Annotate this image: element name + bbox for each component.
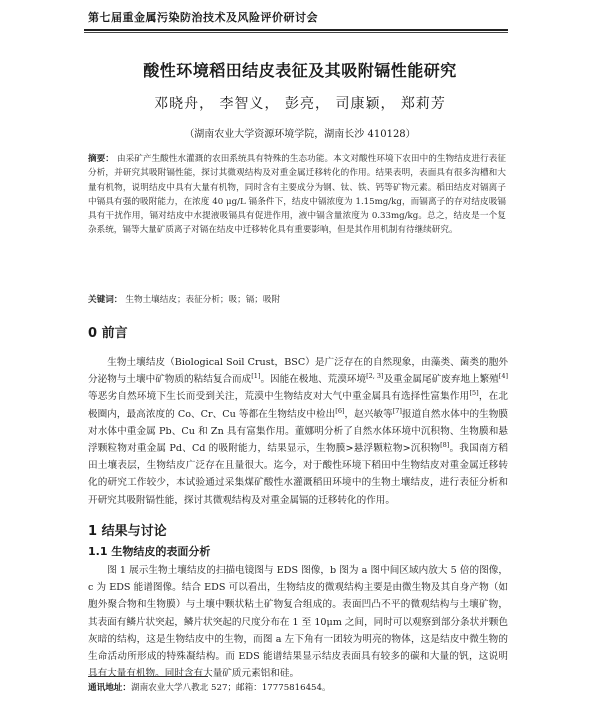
citation-ref-7: [8] <box>440 440 450 449</box>
running-header: 第七届重金属污染防治技术及风险评价研讨会 <box>88 11 318 24</box>
abstract-text: 由采矿产生酸性水灌溉的农田系统具有特殊的生态功能。本文对酸性环境下农田中的生物结皮进行表征分析，并研究其吸附镉性能，探讨其微观结构及对重金属迁移转化的作用。结果表明，表面具有很多沟槽和大量有机物，说明结皮中具有大量有机物，同时含有主要成分为钢、钛、铁、钙等矿物元素。稻田结皮对镉离子中镉具有强的吸附能力，在浓度 40 μg/L 镉条件下，结皮中镉浓度为 1.15mg/kg，而镉离子的存对结皮吸镉具有干扰作用，镉对结皮中水提液吸镉具有促进作用，液中镉含量浓度为 0.33mg/kg。总之，结皮是一个复杂系统，镉等大量矿质离子对镉在结皮中迁移转化具有重要影响，但是其作用机制有待继续研究。 <box>88 154 506 236</box>
intro-paragraph <box>88 354 508 509</box>
keywords-label: 关键词： <box>88 295 123 305</box>
citation-ref-2: [2, 3] <box>366 372 384 381</box>
citation-ref-3: [4] <box>498 372 509 381</box>
footnote-rule <box>88 676 208 677</box>
intro-text-3: 及重金属尾矿废弃地上繁殖 <box>383 374 499 386</box>
intro-text-5: ，在北极圈内，最高浓度的 Co、Cr、Cu 等都在生物结皮中检出 <box>88 391 509 420</box>
citation-ref-5: [6] <box>335 406 345 415</box>
intro-text-7: 报道自然水体中的生物膜对水体中重金属 Pb、Cu 和 Zn 具有富集作用。董娜明分析了自然水体环境中沉积物、生物膜和悬浮颗粒物对重金属 Pd、Cd 的吸附能力，结果显示，生物膜>悬浮颗粒物>沉积物 <box>88 408 509 455</box>
intro-text-1: 生物土壤结皮（Biological Soil Crust，BSC）是广泛存在的自然现象，由藻类、菌类的胞外分泌物与土壤中矿物质的粘结复合而成 <box>88 357 508 386</box>
intro-text-6: ，赵兴敏等 <box>344 408 393 420</box>
intro-heading: 0 前言 <box>88 326 128 341</box>
intro-text-8: 。我国南方稻田土壤表层，生物结皮广泛存在且量很大。迄今，对于酸性环境下稻田中生物结皮对重金属迁移转化的研究工作较少，本试验通过采集煤矿酸性水灌溉稻田环境中的生物土壤结皮，进行表征分析和开研究其吸附镉性能，探讨其微观结构及对重金属镉的迁移转化的作用。 <box>88 443 508 506</box>
citation-ref-4: [5] <box>469 389 479 398</box>
header-rule-thick <box>84 29 508 31</box>
citation-ref-1: [1] <box>251 372 261 381</box>
keywords-text: 生物土壤结皮；表征分析；吸；镉；吸附 <box>125 295 281 305</box>
results-heading: 1 结果与讨论 <box>88 524 167 539</box>
abstract <box>88 152 506 238</box>
paper-affiliation: （湖南农业大学资源环境学院，湖南长沙 410128） <box>184 129 416 140</box>
intro-text-4: 等恶劣自然环境下生长而受到关注，荒漠中生物结皮对大气中重金属具有选择性富集作用 <box>88 391 470 403</box>
results-paragraph: 图 1 展示生物土壤结皮的扫描电镜图与 EDS 图像，b 图为 a 图中间区域内放大 5 倍的图像，c 为 EDS 能谱图像。结合 EDS 可以看出，生物结皮的微观结构主要是由微生物及其自身产物（如胞外聚合物和生物膜）与土壤中颗状粘土矿物复合组成的。表面凹凸不平的微观结构与土壤矿物，其表面有鳞片状突起，鳞片状突起的尺度分布在 1 至 10μm 之间，同时可以观察到部分条状并颗色灰暗的结构，这是生物结皮中的生物，而图 a 左下角有一团较为明亮的物体，这是结皮中微生物的生命活动所形成的特殊凝结构。而 EDS 能谱结果显示结皮表面具有较多的碳和大量的钒，这说明具有大量有机物。同时含有大量矿质元素铝和硅。 <box>88 565 508 680</box>
keywords <box>88 293 506 305</box>
abstract-label: 摘要： <box>88 154 114 164</box>
intro-text-2: 。因能在极地、荒漠环境 <box>260 374 367 386</box>
paper-authors: 邓晓舟， 李智义， 彭亮， 司康颖， 郑莉芳 <box>154 96 446 112</box>
paper-title: 酸性环境稻田结皮表征及其吸附镉性能研究 <box>143 61 457 80</box>
citation-ref-6: [7] <box>392 406 402 415</box>
footnote-text: 湖南农业大学八教北 527；邮箱：17775816454。 <box>130 683 331 693</box>
footnote <box>88 681 331 693</box>
header-rule-thin <box>84 32 508 33</box>
results-subheading: 1.1 生物结皮的表面分析 <box>88 545 211 558</box>
footnote-label: 通讯地址： <box>88 683 131 693</box>
